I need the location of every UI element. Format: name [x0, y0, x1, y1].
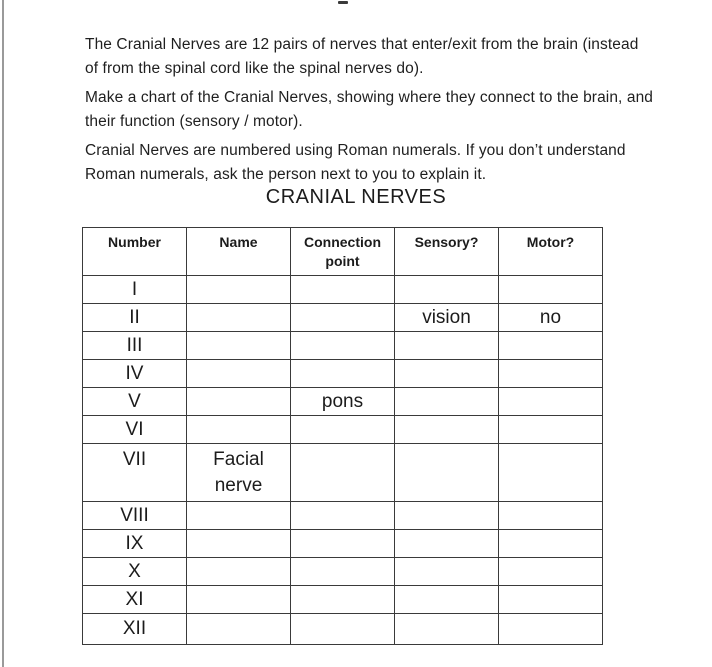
column-header-connection-point: Connection point — [291, 228, 395, 276]
paragraph-numerals — [85, 139, 645, 187]
cell-connection-point[interactable]: pons — [291, 388, 395, 416]
cell-connection-point[interactable] — [291, 444, 395, 502]
cell-connection-point[interactable] — [291, 558, 395, 586]
cell-connection-point[interactable] — [291, 276, 395, 304]
table-row — [83, 558, 603, 586]
cell-motor[interactable] — [499, 586, 603, 614]
cell-sensory[interactable] — [395, 332, 499, 360]
table-row — [83, 444, 603, 502]
cell-name[interactable] — [187, 416, 291, 444]
cell-connection-point[interactable] — [291, 614, 395, 645]
cell-motor[interactable] — [499, 444, 603, 502]
paragraph-line: of from the spinal cord like the spinal nerves do). — [85, 60, 424, 77]
table-row — [83, 530, 603, 558]
paragraph-line: Cranial Nerves are numbered using Roman numerals. If you don’t understand — [85, 142, 626, 159]
cell-number[interactable]: II — [83, 304, 187, 332]
cell-connection-point[interactable] — [291, 586, 395, 614]
cropped-text-artifact — [338, 1, 348, 4]
cell-sensory[interactable] — [395, 388, 499, 416]
cell-name[interactable]: Facial nerve — [187, 444, 291, 502]
cell-connection-point[interactable] — [291, 360, 395, 388]
column-header-name: Name — [187, 228, 291, 276]
cell-sensory[interactable]: vision — [395, 304, 499, 332]
cell-connection-point[interactable] — [291, 530, 395, 558]
table-row — [83, 614, 603, 645]
paragraph-line: their function (sensory / motor). — [85, 113, 303, 130]
paragraph-intro — [85, 33, 645, 81]
cell-name[interactable] — [187, 586, 291, 614]
cell-name[interactable] — [187, 530, 291, 558]
cell-sensory[interactable] — [395, 614, 499, 645]
cell-number[interactable]: I — [83, 276, 187, 304]
page-title: CRANIAL NERVES — [265, 186, 447, 208]
column-header-sensory: Sensory? — [395, 228, 499, 276]
cell-number[interactable]: VIII — [83, 502, 187, 530]
cell-motor[interactable] — [499, 502, 603, 530]
cell-sensory[interactable] — [395, 360, 499, 388]
cell-motor[interactable]: no — [499, 304, 603, 332]
cell-motor[interactable] — [499, 388, 603, 416]
cell-name[interactable] — [187, 388, 291, 416]
cell-motor[interactable] — [499, 332, 603, 360]
cell-sensory[interactable] — [395, 558, 499, 586]
cell-connection-point[interactable] — [291, 416, 395, 444]
cell-number[interactable]: III — [83, 332, 187, 360]
cell-sensory[interactable] — [395, 502, 499, 530]
cell-connection-point[interactable] — [291, 304, 395, 332]
cell-sensory[interactable] — [395, 276, 499, 304]
cell-number[interactable]: VII — [83, 444, 187, 502]
cell-connection-point[interactable] — [291, 502, 395, 530]
table-row — [83, 360, 603, 388]
cell-name[interactable] — [187, 332, 291, 360]
cell-number[interactable]: XI — [83, 586, 187, 614]
cell-number[interactable]: VI — [83, 416, 187, 444]
cell-name[interactable] — [187, 502, 291, 530]
cell-number[interactable]: XII — [83, 614, 187, 645]
table-row — [83, 304, 603, 332]
cell-sensory[interactable] — [395, 586, 499, 614]
cell-name[interactable] — [187, 276, 291, 304]
paragraph-task — [85, 86, 654, 134]
table-row — [83, 332, 603, 360]
paragraph-line: Roman numerals, ask the person next to you to explain it. — [85, 166, 487, 183]
cell-motor[interactable] — [499, 416, 603, 444]
table-row — [83, 586, 603, 614]
cell-sensory[interactable] — [395, 530, 499, 558]
cell-sensory[interactable] — [395, 416, 499, 444]
cell-name[interactable] — [187, 558, 291, 586]
cell-motor[interactable] — [499, 558, 603, 586]
cell-name[interactable] — [187, 360, 291, 388]
cell-motor[interactable] — [499, 360, 603, 388]
cell-motor[interactable] — [499, 614, 603, 645]
cranial-nerves-table — [82, 227, 603, 645]
paragraph-line: The Cranial Nerves are 12 pairs of nerves that enter/exit from the brain (instead — [85, 36, 639, 53]
cell-number[interactable]: IX — [83, 530, 187, 558]
cell-sensory[interactable] — [395, 444, 499, 502]
cell-motor[interactable] — [499, 276, 603, 304]
cell-connection-point[interactable] — [291, 332, 395, 360]
table-row — [83, 388, 603, 416]
cell-number[interactable]: V — [83, 388, 187, 416]
table-row — [83, 502, 603, 530]
table-row — [83, 276, 603, 304]
cell-motor[interactable] — [499, 530, 603, 558]
cell-name[interactable] — [187, 614, 291, 645]
table-row — [83, 416, 603, 444]
cell-number[interactable]: X — [83, 558, 187, 586]
page-edge-line — [2, 0, 4, 667]
cell-name[interactable] — [187, 304, 291, 332]
table-header-row — [83, 228, 603, 276]
paragraph-line: Make a chart of the Cranial Nerves, showing where they connect to the brain, and — [85, 89, 654, 106]
instructions-block — [85, 33, 654, 192]
column-header-number: Number — [83, 228, 187, 276]
column-header-motor: Motor? — [499, 228, 603, 276]
cell-number[interactable]: IV — [83, 360, 187, 388]
